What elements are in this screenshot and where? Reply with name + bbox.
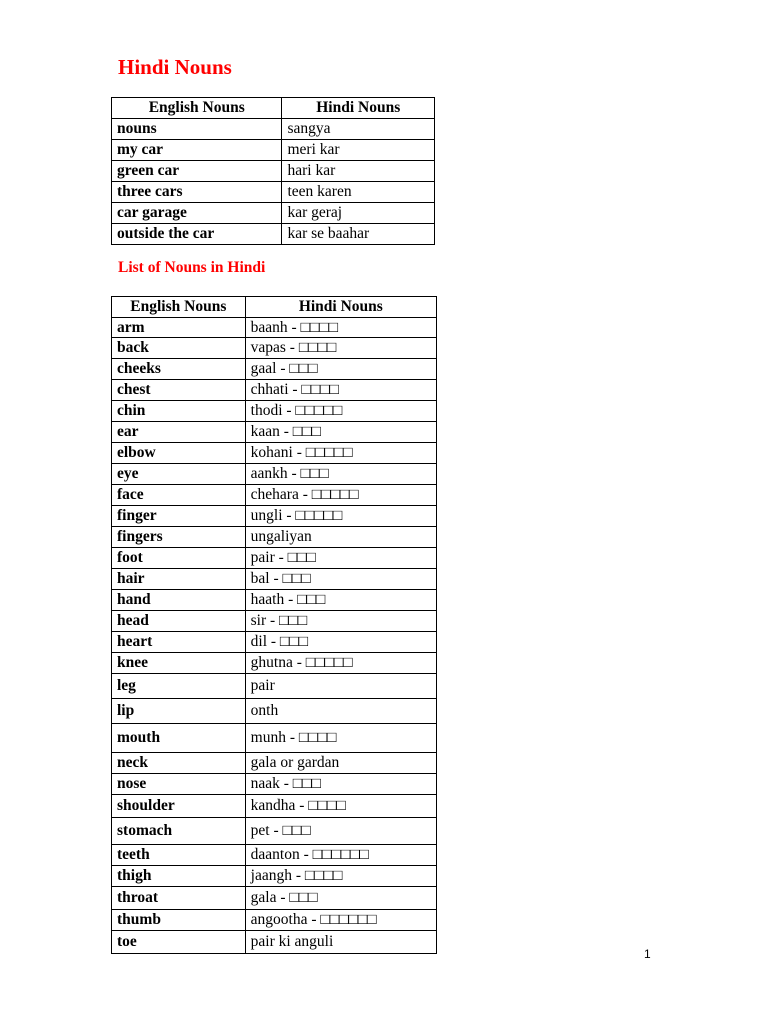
english-noun-cell: ear (112, 422, 246, 443)
table-header-row (112, 98, 435, 119)
table-row (112, 569, 437, 590)
hindi-noun-cell: kar geraj (282, 203, 435, 224)
english-noun-cell: nouns (112, 119, 282, 140)
hindi-noun-cell: kandha - □□□□ (245, 795, 436, 818)
table-row (112, 774, 437, 795)
hindi-noun-cell: vapas - □□□□ (245, 338, 436, 359)
table-row (112, 845, 437, 866)
hindi-noun-cell: chehara - □□□□□ (245, 485, 436, 506)
table-row (112, 724, 437, 753)
hindi-noun-cell: sangya (282, 119, 435, 140)
nouns-list-table (111, 296, 437, 954)
hindi-noun-cell: munh - □□□□ (245, 724, 436, 753)
table-row (112, 224, 435, 245)
english-noun-cell: throat (112, 887, 246, 910)
table-row (112, 182, 435, 203)
hindi-noun-cell: kohani - □□□□□ (245, 443, 436, 464)
english-noun-cell: head (112, 611, 246, 632)
hindi-noun-cell: jaangh - □□□□ (245, 866, 436, 887)
table-row (112, 699, 437, 724)
table-row (112, 422, 437, 443)
table-row (112, 527, 437, 548)
table-row (112, 611, 437, 632)
hindi-noun-cell: pair ki anguli (245, 931, 436, 954)
table-row (112, 795, 437, 818)
table-row (112, 203, 435, 224)
table-row (112, 338, 437, 359)
hindi-noun-cell: daanton - □□□□□□ (245, 845, 436, 866)
hindi-noun-cell: ungli - □□□□□ (245, 506, 436, 527)
hindi-noun-cell: pair (245, 674, 436, 699)
english-noun-cell: heart (112, 632, 246, 653)
table-row (112, 359, 437, 380)
table-row (112, 753, 437, 774)
hindi-noun-cell: gala or gardan (245, 753, 436, 774)
page-number: 1 (644, 947, 651, 961)
english-noun-cell: fingers (112, 527, 246, 548)
hindi-noun-cell: pair - □□□ (245, 548, 436, 569)
table-row (112, 910, 437, 931)
english-noun-cell: shoulder (112, 795, 246, 818)
english-noun-cell: face (112, 485, 246, 506)
english-noun-cell: arm (112, 318, 246, 338)
nouns-example-table (111, 97, 435, 245)
english-noun-cell: stomach (112, 818, 246, 845)
english-noun-cell: car garage (112, 203, 282, 224)
english-noun-cell: toe (112, 931, 246, 954)
table-row (112, 866, 437, 887)
english-noun-cell: thumb (112, 910, 246, 931)
table-row (112, 674, 437, 699)
hindi-noun-cell: kar se baahar (282, 224, 435, 245)
table-row (112, 818, 437, 845)
table-row (112, 140, 435, 161)
table-row (112, 443, 437, 464)
english-noun-cell: finger (112, 506, 246, 527)
english-noun-cell: three cars (112, 182, 282, 203)
hindi-noun-cell: baanh - □□□□ (245, 318, 436, 338)
english-noun-cell: thigh (112, 866, 246, 887)
table-header-row (112, 297, 437, 318)
hindi-noun-cell: onth (245, 699, 436, 724)
hindi-noun-cell: teen karen (282, 182, 435, 203)
table-row (112, 590, 437, 611)
english-noun-cell: chest (112, 380, 246, 401)
table-row (112, 161, 435, 182)
english-noun-cell: nose (112, 774, 246, 795)
header-hindi: Hindi Nouns (245, 297, 436, 318)
english-noun-cell: teeth (112, 845, 246, 866)
hindi-noun-cell: thodi - □□□□□ (245, 401, 436, 422)
hindi-noun-cell: pet - □□□ (245, 818, 436, 845)
english-noun-cell: hand (112, 590, 246, 611)
table-row (112, 506, 437, 527)
header-english: English Nouns (112, 297, 246, 318)
english-noun-cell: neck (112, 753, 246, 774)
hindi-noun-cell: angootha - □□□□□□ (245, 910, 436, 931)
hindi-noun-cell: chhati - □□□□ (245, 380, 436, 401)
table-row (112, 401, 437, 422)
table-row (112, 119, 435, 140)
page-title: Hindi Nouns (118, 55, 232, 79)
hindi-noun-cell: gaal - □□□ (245, 359, 436, 380)
section-subtitle: List of Nouns in Hindi (118, 259, 266, 276)
table-row (112, 632, 437, 653)
hindi-noun-cell: naak - □□□ (245, 774, 436, 795)
header-hindi: Hindi Nouns (282, 98, 435, 119)
table-row (112, 887, 437, 910)
hindi-noun-cell: gala - □□□ (245, 887, 436, 910)
english-noun-cell: cheeks (112, 359, 246, 380)
hindi-noun-cell: hari kar (282, 161, 435, 182)
english-noun-cell: elbow (112, 443, 246, 464)
english-noun-cell: hair (112, 569, 246, 590)
hindi-noun-cell: aankh - □□□ (245, 464, 436, 485)
header-english: English Nouns (112, 98, 282, 119)
table-row (112, 464, 437, 485)
table-row (112, 485, 437, 506)
english-noun-cell: my car (112, 140, 282, 161)
hindi-noun-cell: bal - □□□ (245, 569, 436, 590)
table-row (112, 318, 437, 338)
table-row (112, 548, 437, 569)
english-noun-cell: lip (112, 699, 246, 724)
table-row (112, 931, 437, 954)
table-row (112, 380, 437, 401)
english-noun-cell: mouth (112, 724, 246, 753)
english-noun-cell: chin (112, 401, 246, 422)
english-noun-cell: knee (112, 653, 246, 674)
hindi-noun-cell: kaan - □□□ (245, 422, 436, 443)
hindi-noun-cell: dil - □□□ (245, 632, 436, 653)
hindi-noun-cell: meri kar (282, 140, 435, 161)
english-noun-cell: outside the car (112, 224, 282, 245)
english-noun-cell: leg (112, 674, 246, 699)
english-noun-cell: back (112, 338, 246, 359)
english-noun-cell: green car (112, 161, 282, 182)
english-noun-cell: eye (112, 464, 246, 485)
hindi-noun-cell: ghutna - □□□□□ (245, 653, 436, 674)
table-row (112, 653, 437, 674)
english-noun-cell: foot (112, 548, 246, 569)
hindi-noun-cell: haath - □□□ (245, 590, 436, 611)
hindi-noun-cell: sir - □□□ (245, 611, 436, 632)
hindi-noun-cell: ungaliyan (245, 527, 436, 548)
